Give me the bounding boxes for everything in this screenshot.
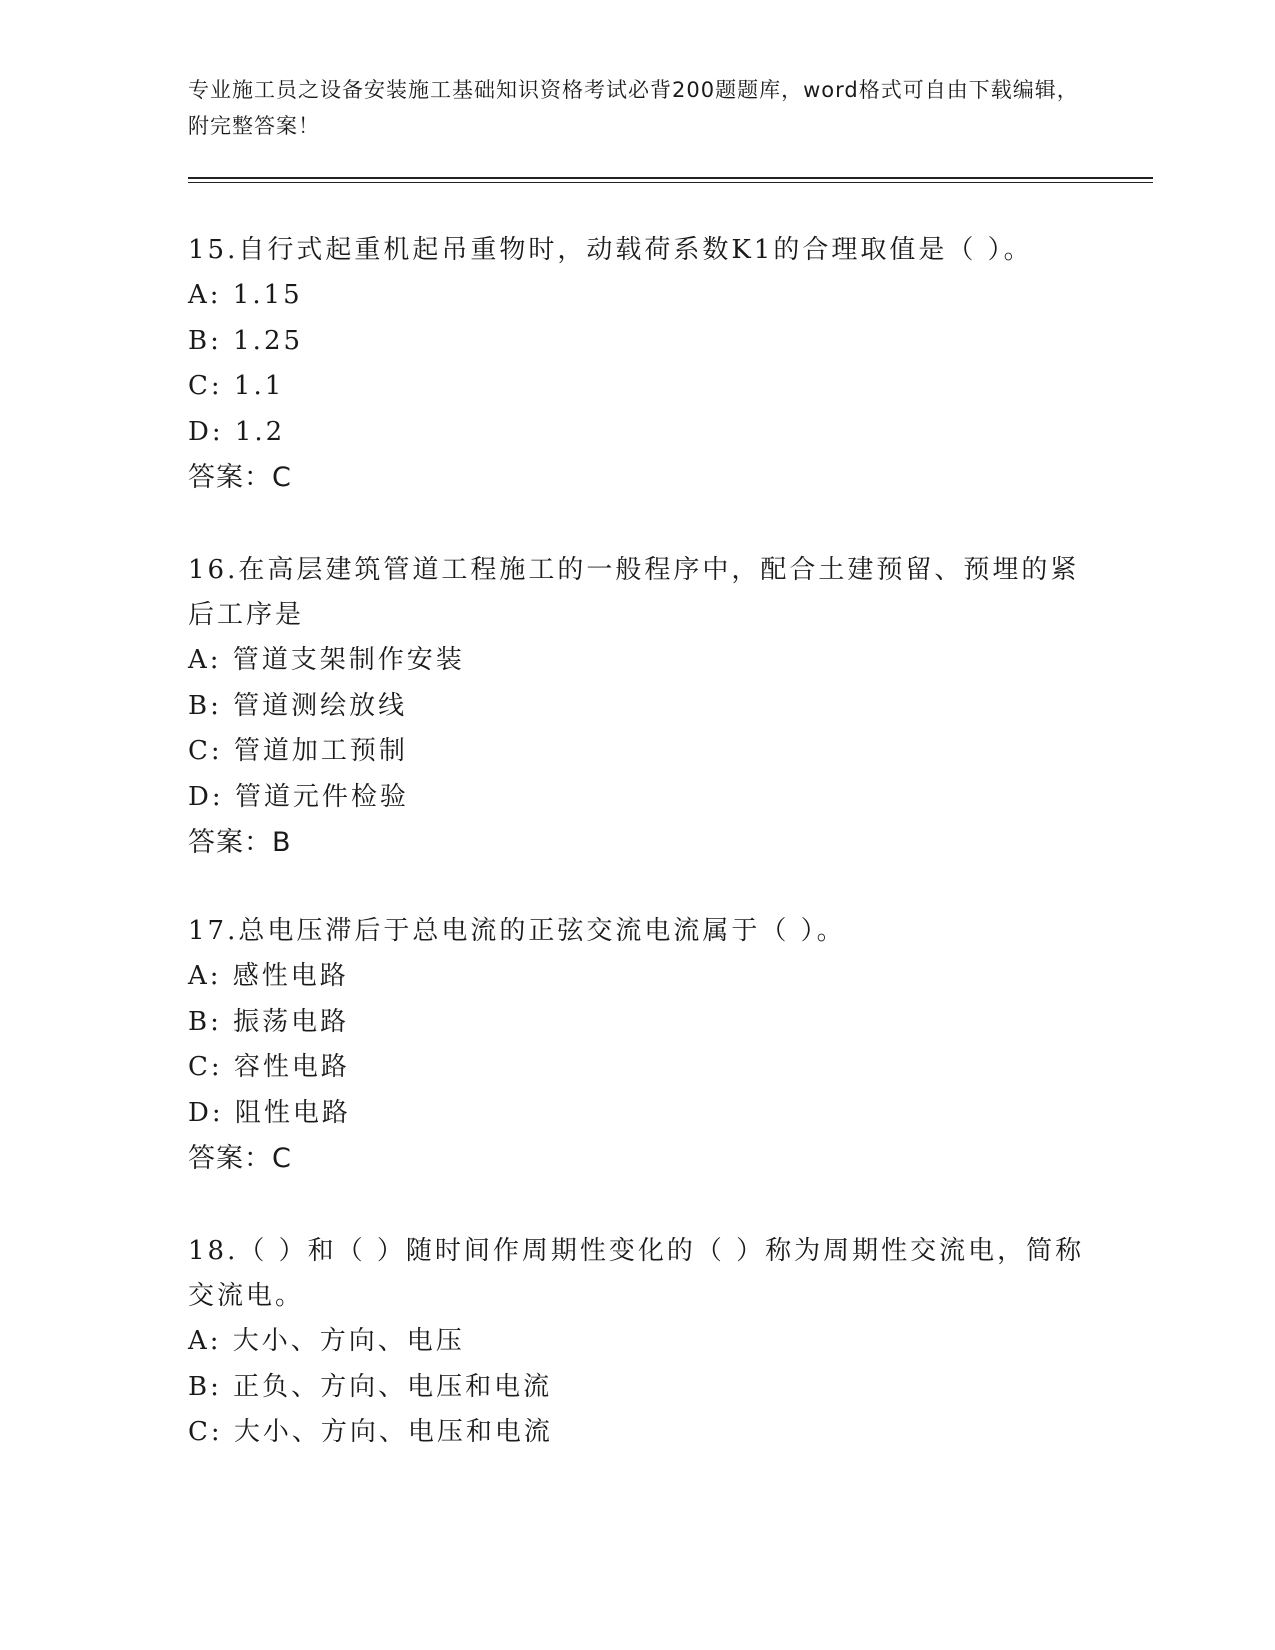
option-c: C: 大小、方向、电压和电流 (188, 1417, 553, 1447)
option-b: B: 管道测绘放线 (188, 690, 408, 721)
header-divider (188, 177, 1153, 179)
option-c: C: 1.1 (188, 371, 285, 401)
option-d: D: 管道元件检验 (188, 781, 409, 812)
answer: 答案：B (188, 827, 292, 858)
header-divider-thin (188, 182, 1153, 183)
question-17 (188, 909, 1088, 1182)
option-c: C: 管道加工预制 (188, 736, 408, 766)
option-c: C: 容性电路 (188, 1052, 350, 1082)
question-text: 17.总电压滞后于总电流的正弦交流电流属于（ ）。 (188, 916, 846, 946)
question-15 (188, 228, 1088, 501)
option-b: B: 正负、方向、电压和电流 (188, 1371, 553, 1402)
answer: 答案：C (188, 1143, 292, 1174)
question-16 (188, 548, 1088, 866)
question-18 (188, 1229, 1088, 1456)
option-b: B: 1.25 (188, 325, 304, 356)
question-text: 18.（ ）和（ ）随时间作周期性变化的（ ）称为周期性交流电，简称交流电。 (188, 1236, 1085, 1311)
option-d: D: 1.2 (188, 416, 286, 447)
option-a: A: 感性电路 (188, 961, 349, 991)
option-d: D: 阻性电路 (188, 1097, 351, 1128)
option-a: A: 大小、方向、电压 (188, 1326, 465, 1356)
option-a: A: 管道支架制作安装 (188, 645, 465, 675)
option-a: A: 1.15 (188, 280, 303, 310)
answer: 答案：C (188, 462, 292, 493)
option-b: B: 振荡电路 (188, 1006, 350, 1037)
question-text: 15.自行式起重机起吊重物时，动载荷系数K1的合理取值是（ ）。 (188, 235, 1033, 265)
question-text: 16.在高层建筑管道工程施工的一般程序中，配合土建预留、预埋的紧后工序是 (188, 555, 1080, 630)
document-header-title: 专业施工员之设备安装施工基础知识资格考试必背200题题库，word格式可自由下载编辑，附完整答案！ (188, 78, 1079, 138)
